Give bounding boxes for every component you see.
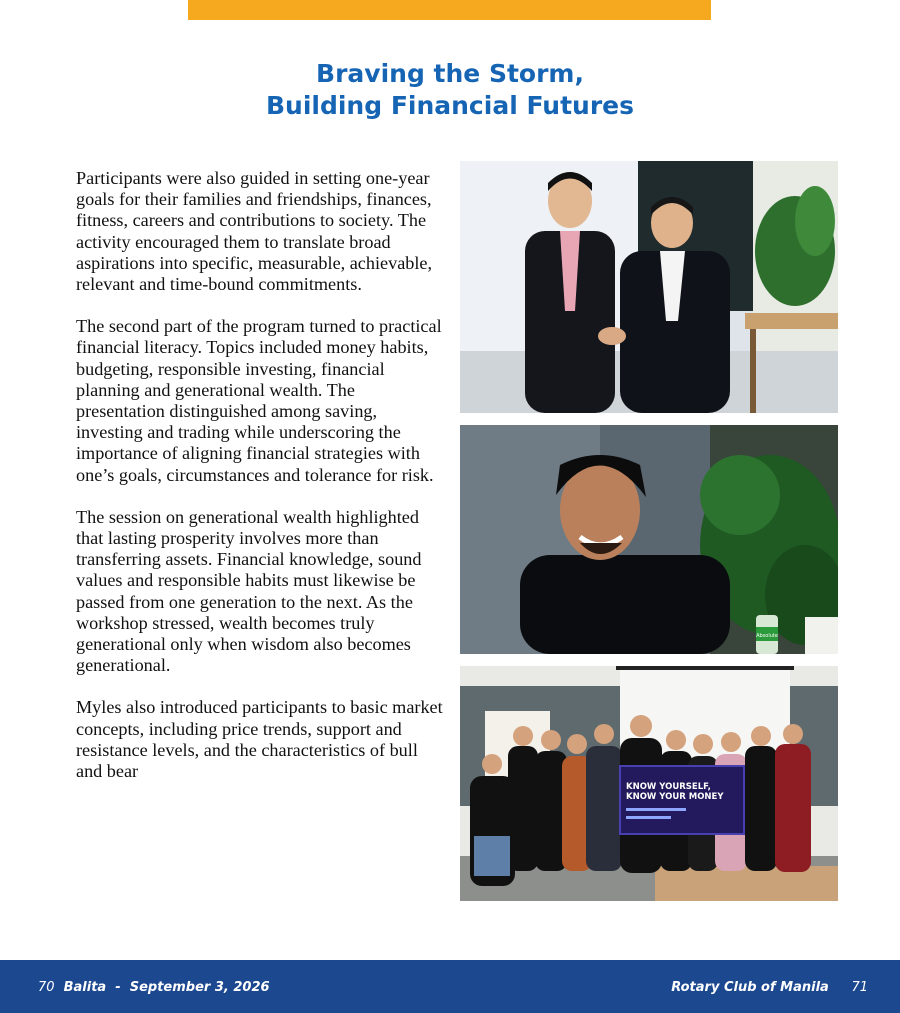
footer-separator: - xyxy=(115,980,121,995)
photo-speaker-smiling xyxy=(460,425,838,654)
banner-line-2: KNOW YOUR MONEY xyxy=(626,792,724,802)
top-accent-bar xyxy=(188,0,711,20)
footer-left-page-number: 70 xyxy=(38,980,55,995)
title-line-2: Building Financial Futures xyxy=(265,91,635,120)
paragraph-financial-literacy: The second part of the program turned to practical financial literacy. Topics included money habits, budgeting, responsible investing, financial planning and generational wealth. The presentation distinguished among saving, investing and trading while underscoring the importance of aligning financial strategies with one’s goals, circumstances and tolerance for risk. xyxy=(76,316,442,485)
footer-left xyxy=(38,980,270,995)
page-footer xyxy=(0,960,900,1013)
footer-right-page-number: 71 xyxy=(851,980,868,995)
paragraph-market-concepts: Myles also introduced participants to basic market concepts, including price trends, support and resistance levels, and the characteristics of bull and bear xyxy=(76,697,443,782)
page-title xyxy=(0,58,900,122)
photo-handshake xyxy=(460,161,838,413)
paragraph-goals: Participants were also guided in setting one-year goals for their families and friendships, finances, fitness, careers and contributions to society. The activity encouraged them to translate broad aspirations into specific, measurable, achievable, relevant and time-bound commitments. xyxy=(76,168,433,295)
footer-publication: Balita xyxy=(63,980,107,995)
photo-group-banner xyxy=(460,666,838,901)
title-line-1: Braving the Storm, xyxy=(316,59,584,88)
footer-date: September 3, 2026 xyxy=(129,980,270,995)
footer-right xyxy=(671,980,868,995)
paragraph-generational-wealth: The session on generational wealth highlighted that lasting prosperity involves more than transferring assets. Financial knowledge, sound values and responsible habits must likewise be passed from one generation to the next. As the workshop stressed, wealth becomes truly generational only when wisdom also becomes generational. xyxy=(76,506,422,676)
article-body xyxy=(76,168,446,803)
bottle-label: Absolute xyxy=(756,633,778,639)
banner-line-1: KNOW YOURSELF, xyxy=(626,782,711,792)
footer-club-name: Rotary Club of Manila xyxy=(671,980,829,995)
